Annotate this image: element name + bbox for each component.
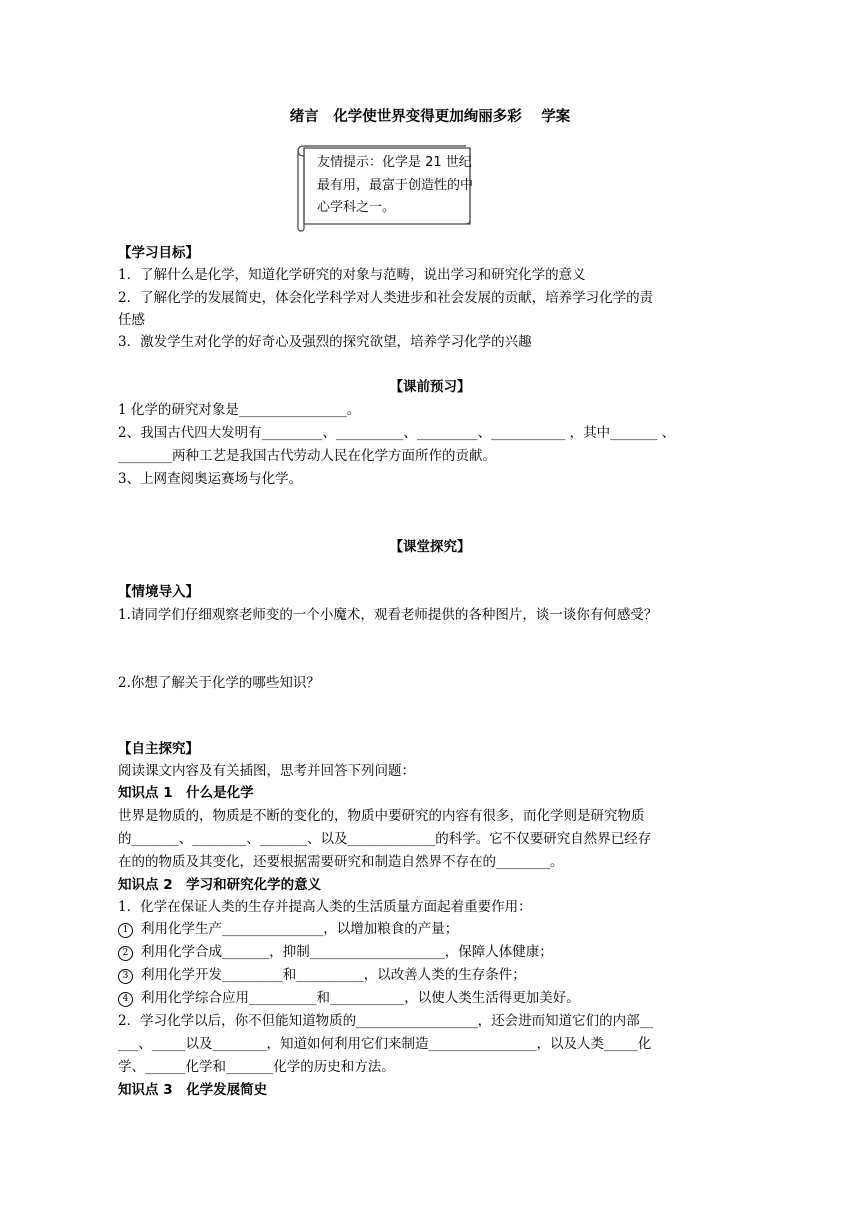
- knowledge-point-1-line: 的_______、________、_______、以及_____________的科学。它不仅要研究自然界已经存: [118, 831, 652, 847]
- knowledge-point-2-line: 2．学习化学以后，你不但能知道物质的__________________，还会进而知道它们的内部__: [118, 1013, 654, 1029]
- knowledge-point-2-line: 1．化学在保证人类的生存并提高人类的生活质量方面起着重要作用：: [118, 899, 532, 915]
- knowledge-point-1-line: 在的的物质及其变化，还要根据需要研究和制造自然界不存在的________。: [118, 854, 564, 870]
- intro-item: 2.你想了解关于化学的哪些知识？: [118, 675, 320, 691]
- circled-number-3: 3: [118, 969, 133, 984]
- knowledge-point-2-line: 4 利用化学综合应用__________和___________，以使人类生活得更加美好。: [118, 988, 580, 1008]
- objective-item: 1．了解什么是化学，知道化学研究的对象与范畴，说出学习和研究化学的意义: [118, 267, 586, 283]
- preview-item: ________两种工艺是我国古代劳动人民在化学方面所作的贡献。: [118, 448, 496, 464]
- intro-heading: 【情境导入】: [118, 584, 199, 600]
- preview-item: 2、我国古代四大发明有_________、__________、_________、___________ ，其中_______ 、: [118, 425, 676, 441]
- knowledge-point-3-heading: 知识点 3 化学发展简史: [118, 1082, 268, 1098]
- objectives-heading: 【学习目标】: [118, 245, 199, 261]
- knowledge-point-2-line: 3 利用化学开发_________和__________，以改善人类的生存条件；: [118, 965, 526, 985]
- intro-item: 1.请同学们仔细观察老师变的一个小魔术，观看老师提供的各种图片，谈一谈你有何感受？: [118, 607, 658, 623]
- knowledge-point-2-line: 学、______化学和_______化学的历史和方法。: [118, 1059, 395, 1075]
- self-study-intro: 阅读课文内容及有关插图，思考并回答下列问题：: [118, 763, 415, 779]
- preview-item: 1 化学的研究对象是________________。: [118, 402, 361, 418]
- self-study-heading: 【自主探究】: [118, 741, 199, 757]
- knowledge-point-2-line: ___、_____以及________，知道如何利用它们来制造________________，以及人类_____化: [118, 1036, 652, 1052]
- preview-item: 3、上网查阅奥运赛场与化学。: [118, 471, 303, 487]
- knowledge-point-2-line: 1 利用化学生产_______________，以增加粮食的产量；: [118, 919, 458, 939]
- objective-item: 2．了解化学的发展简史，体会化学科学对人类进步和社会发展的贡献，培养学习化学的责: [118, 290, 654, 306]
- circled-number-1: 1: [118, 923, 133, 938]
- classroom-heading: 【课堂探究】: [389, 539, 471, 555]
- objective-item: 3．激发学生对化学的好奇心及强烈的探究欲望，培养学习化学的兴趣: [118, 334, 532, 350]
- circled-number-4: 4: [118, 992, 133, 1007]
- preview-heading: 【课前预习】: [389, 379, 471, 395]
- tip-text: 友情提示：化学是 21 世纪最有用，最富于创造性的中心学科之一。: [317, 155, 474, 215]
- knowledge-point-2-line: 2 利用化学合成_______，抑制____________________，保障人体健康；: [118, 942, 553, 962]
- objective-item: 任感: [118, 312, 145, 328]
- knowledge-point-1-line: 世界是物质的，物质是不断的变化的，物质中要研究的内容有很多，而化学则是研究物质: [118, 808, 645, 824]
- knowledge-point-1-heading: 知识点 1 什么是化学: [118, 785, 254, 801]
- circled-number-2: 2: [118, 946, 133, 961]
- knowledge-point-2-heading: 知识点 2 学习和研究化学的意义: [118, 877, 322, 893]
- page-title: 绪言 化学使世界变得更加绚丽多彩 学案: [289, 109, 571, 125]
